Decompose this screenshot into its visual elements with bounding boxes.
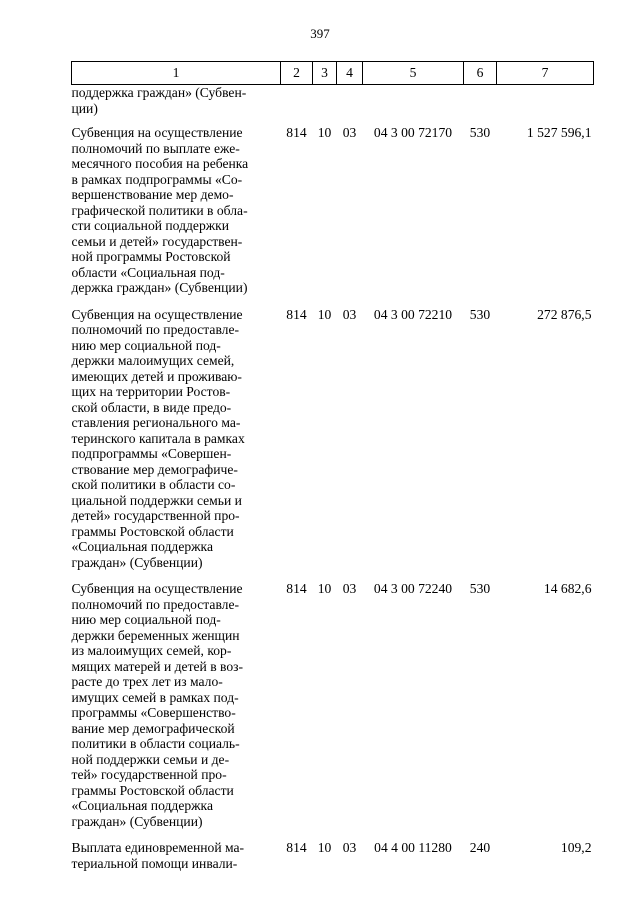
section-code: 10 <box>317 581 332 596</box>
target-article-code: 04 3 00 72170 <box>373 125 453 140</box>
item-name-line: Субвенция на осуществление <box>71 581 243 596</box>
item-name-line: Субвенция на осуществление <box>71 306 243 322</box>
table-row <box>72 125 594 307</box>
item-name-line: граммы Ростовской области <box>71 782 234 798</box>
header-cell-5: 5 <box>363 62 464 85</box>
item-name-line: тей» государственной про- <box>71 767 227 782</box>
table-row <box>72 307 594 582</box>
item-name-line: вание мер демографической <box>71 720 235 736</box>
header-cell-2: 2 <box>281 62 313 85</box>
budget-table <box>71 61 594 882</box>
item-name-line: териальной помощи инвали- <box>71 855 238 871</box>
table-header-row <box>72 62 594 85</box>
item-name-line: нию мер социальной под- <box>71 337 221 353</box>
target-article-code <box>363 85 464 126</box>
item-name <box>72 85 281 126</box>
item-name-line: графической политики в обла- <box>71 202 248 218</box>
ministry-code: 814 <box>286 306 307 322</box>
item-name-line: месячного пособия на ребенка <box>71 156 249 171</box>
item-name-line: политики в области социаль- <box>71 736 240 751</box>
item-name-line: ной поддержки семьи и де- <box>71 751 230 767</box>
amount: 14 682,6 <box>543 581 592 596</box>
item-name <box>72 840 281 882</box>
item-name-line: циальной поддержки семьи и <box>71 492 242 508</box>
item-name-line: граждан» (Субвенции) <box>71 554 203 570</box>
header-cell-6: 6 <box>464 62 497 85</box>
ministry-code: 814 <box>286 125 307 140</box>
item-name-line: «Социальная поддержка <box>71 798 213 813</box>
item-name-line: ской области, в виде предо- <box>71 399 232 415</box>
item-name <box>72 581 281 840</box>
item-name-line: детей» государственной про- <box>71 508 240 523</box>
amount: 272 876,5 <box>537 306 592 322</box>
section-code <box>313 85 337 126</box>
item-name-line: в рамках подпрограммы «Со- <box>71 171 243 187</box>
item-name-line: полномочий по выплате еже- <box>71 140 240 156</box>
section-code: 10 <box>317 840 332 855</box>
item-name-line: Выплата единовременной ма- <box>71 840 245 855</box>
item-name-line: программы «Совершенство- <box>71 705 236 720</box>
expense-type-code: 530 <box>469 581 491 596</box>
item-name-line: «Социальная поддержка <box>71 539 213 554</box>
header-cell-3: 3 <box>313 62 337 85</box>
item-name-line: ствование мер демографиче- <box>71 461 238 477</box>
expense-type-code: 240 <box>469 840 491 855</box>
item-name <box>72 125 281 307</box>
subsection-code: 03 <box>342 306 357 322</box>
item-name-line: ной программы Ростовской <box>71 249 231 264</box>
table-row <box>72 840 594 882</box>
item-name-line: ской политики в области со- <box>71 477 236 492</box>
item-name-line: ставления регионального ма- <box>71 415 241 430</box>
expense-type-code: 530 <box>469 125 491 140</box>
header-cell-4: 4 <box>337 62 363 85</box>
target-article-code: 04 3 00 72210 <box>373 306 453 322</box>
expense-type-code <box>464 85 497 126</box>
item-name-line: полномочий по предоставле- <box>71 596 240 612</box>
target-article-code: 04 4 00 11280 <box>374 840 452 855</box>
target-article-code: 04 3 00 72240 <box>373 581 453 596</box>
section-code: 10 <box>317 306 332 322</box>
item-name-line: полномочий по предоставле- <box>71 322 240 337</box>
item-name-line: из малоимущих семей, кор- <box>71 643 232 658</box>
item-name-line: сти социальной поддержки <box>71 218 230 233</box>
section-code: 10 <box>317 125 332 140</box>
ministry-code: 814 <box>286 840 307 855</box>
item-name-line: имущих семей в рамках под- <box>71 689 239 705</box>
item-name-line: имеющих детей и проживаю- <box>71 368 242 384</box>
amount: 109,2 <box>560 840 592 855</box>
ministry-code: 814 <box>286 581 307 596</box>
header-cell-1: 1 <box>72 62 281 85</box>
item-name-line: ции) <box>71 100 98 116</box>
table-row <box>72 581 594 840</box>
item-name-line: подпрограммы «Совершен- <box>71 446 232 461</box>
item-name-line: семьи и детей» государствен- <box>71 233 243 249</box>
item-name-line: щих на территории Ростов- <box>71 384 231 399</box>
subsection-code <box>337 85 363 126</box>
page-number: 397 <box>310 26 330 41</box>
item-name-line: граммы Ростовской области <box>71 523 234 539</box>
amount <box>497 85 594 126</box>
item-name-line: держки беременных женщин <box>71 627 240 643</box>
item-name-line: нию мер социальной под- <box>71 612 221 627</box>
item-name-line: мящих матерей и детей в воз- <box>71 658 244 674</box>
expense-type-code: 530 <box>469 306 491 322</box>
subsection-code: 03 <box>342 581 357 596</box>
item-name-line: Субвенция на осуществление <box>71 125 243 140</box>
ministry-code <box>281 85 313 126</box>
item-name-line: вершенствование мер демо- <box>71 187 234 202</box>
item-name-line: теринского капитала в рамках <box>71 430 245 446</box>
amount: 1 527 596,1 <box>526 125 592 140</box>
subsection-code: 03 <box>342 840 357 855</box>
item-name-line: области «Социальная под- <box>71 264 225 280</box>
item-name-line: поддержка граждан» (Субвен- <box>71 85 247 100</box>
item-name-line: держка граждан» (Субвенции) <box>71 280 248 295</box>
item-name-line: держки малоимущих семей, <box>71 353 235 368</box>
item-name <box>72 307 281 582</box>
subsection-code: 03 <box>342 125 357 140</box>
item-name-line: граждан» (Субвенции) <box>71 813 203 829</box>
table-row <box>72 85 594 126</box>
header-cell-7: 7 <box>497 62 594 85</box>
item-name-line: расте до трех лет из мало- <box>71 674 223 689</box>
